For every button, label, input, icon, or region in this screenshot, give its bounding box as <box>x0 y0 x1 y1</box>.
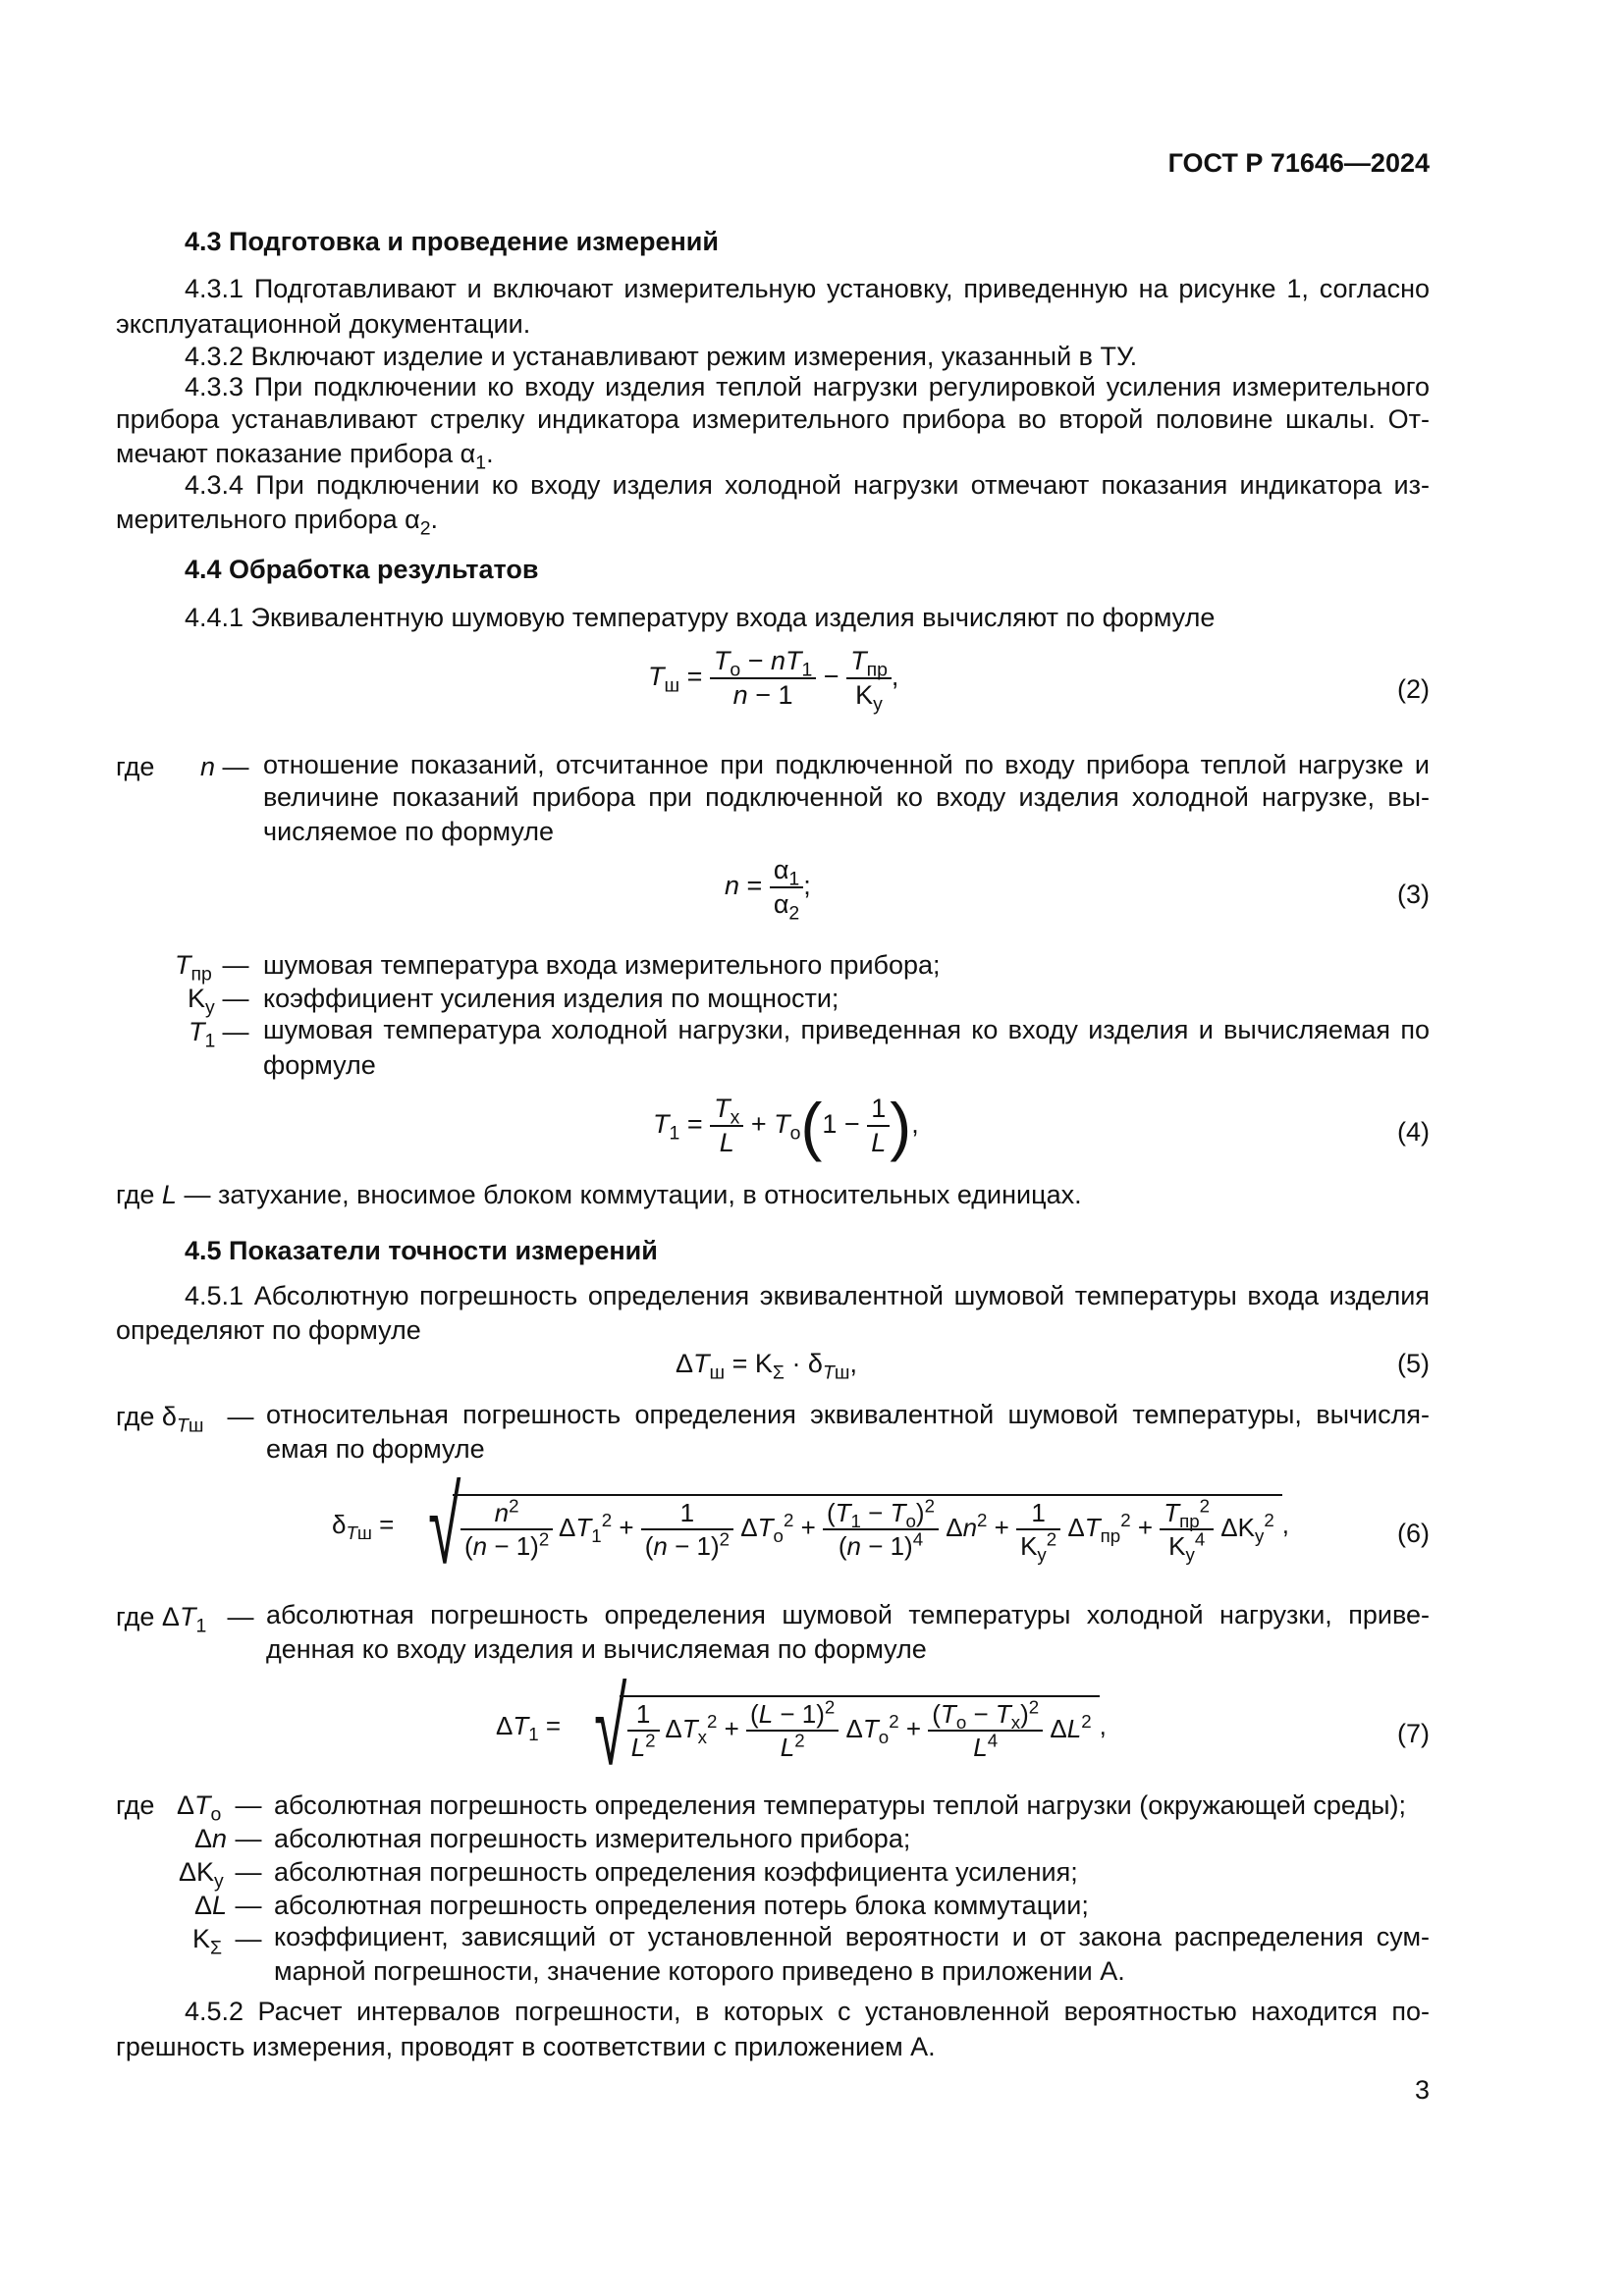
heading-4-3: 4.3 Подготовка и проведение измерений <box>185 227 719 256</box>
where-label-2: где <box>116 1790 155 1820</box>
p-4-5-2-line1: 4.5.2 Расчет интервалов погрешности, в которых с установленной вероятностью находится по- <box>185 1997 1430 2026</box>
dash: — <box>227 1402 254 1431</box>
p-4-5-1-line1: 4.5.1 Абсолютную погрешность определения эквивалентной шумовой температуры входа изделия <box>185 1281 1430 1310</box>
formula-6: $\delta_{Tш}$ = √ $\frac{n^2}{(n - 1)^2}$ $\Delta T_1^2$ + $\frac{1}{(n - 1)^2}$ $\Delta T_о^2$ + $\frac{(T_1 - T_о)^2}{(n - 1)^4}$ $\Delta n^2$ + $\frac{1}{K_у^2}$ $\Delta T_{пр}^2$ + $\frac{T_{пр}^2}{K_у^4}$ $\Delta K_у^2$ , <box>332 1466 1290 1586</box>
n-def-line2: величине показаний прибора при подключенной ко входу изделия холодной нагрузке, вы- <box>263 782 1430 812</box>
dt1-def-line2: денная ко входу изделия и вычисляемая по формуле <box>266 1634 927 1664</box>
ky-def: коэффициент усиления изделия по мощности; <box>263 984 839 1013</box>
dash: — <box>222 1017 249 1046</box>
dt1-def-line1: абсолютная погрешность определения шумовой температуры холодной нагрузки, приве- <box>266 1600 1430 1629</box>
heading-4-4: 4.4 Обработка результатов <box>185 555 539 584</box>
p-4-3-2: 4.3.2 Включают изделие и устанавливают режим измерения, указанный в ТУ. <box>185 342 1138 371</box>
heading-4-5: 4.5 Показатели точности измерений <box>185 1236 658 1265</box>
eq-number-3: (3) <box>1397 880 1430 909</box>
tpr-def: шумовая температура входа измерительного прибора; <box>263 950 941 980</box>
symbol-dn: Δn <box>194 1824 228 1853</box>
dky-def: абсолютная погрешность определения коэффициента усиления; <box>274 1857 1078 1887</box>
where-label-1: где <box>116 752 155 781</box>
dto-def: абсолютная погрешность определения температуры теплой нагрузки (окружающей среды); <box>274 1790 1406 1820</box>
formula-4: $T_1$ = $\frac{T_x}{L}$ + $T_о(1$ − $\frac{1}{L}$ ), <box>653 1090 919 1162</box>
formula-3: n = $\frac{\alpha_1}{\alpha_2}$ ; <box>725 855 811 925</box>
ksum-def-line2: марной погрешности, значение которого приведено в приложении А. <box>274 1956 1125 1986</box>
eq-number-7: (7) <box>1397 1719 1430 1748</box>
symbol-ky: $K_у$ <box>188 984 215 1019</box>
p-4-3-4-line1: 4.3.4 При подключении ко входу изделия холодной нагрузки отмечают показания индикатора из- <box>185 470 1430 500</box>
t1-def-line2: формуле <box>263 1050 376 1080</box>
dash: — <box>235 1824 262 1853</box>
eq-number-4: (4) <box>1397 1117 1430 1147</box>
eq-number-6: (6) <box>1397 1519 1430 1548</box>
formula-2: $T_ш$ = $\frac{T_о - nT_1}{n - 1}$ − $\frac{T_{пр}}{K_у}$ , <box>648 646 899 716</box>
l-def: где L — затухание, вносимое блоком коммутации, в относительных единицах. <box>116 1180 1082 1209</box>
symbol-dky: $\Delta K_у$ <box>179 1857 224 1893</box>
symbol-n: n <box>200 752 216 781</box>
p-4-3-1-line1: 4.3.1 Подготавливают и включают измерительную установку, приведенную на рисунке 1, согласно <box>185 274 1430 303</box>
dash: — <box>222 752 249 781</box>
standard-id: ГОСТ Р 71646—2024 <box>1167 148 1430 178</box>
dl-def: абсолютная погрешность определения потерь блока коммутации; <box>274 1891 1089 1920</box>
p-4-4-1: 4.4.1 Эквивалентную шумовую температуру входа изделия вычисляют по формуле <box>185 603 1216 632</box>
where-dt1: где $\Delta T_1$ <box>116 1602 207 1637</box>
symbol-tpr: $T_{пр}$ <box>175 950 212 986</box>
p-4-3-1-line2: эксплуатационной документации. <box>116 309 531 339</box>
dash: — <box>235 1924 262 1953</box>
t1-def-line1: шумовая температура холодной нагрузки, приведенная ко входу изделия и вычисляемая по <box>263 1015 1430 1044</box>
p-4-3-3-line1: 4.3.3 При подключении ко входу изделия теплой нагрузки регулировкой усиления измерительного <box>185 372 1430 401</box>
p-4-3-4-line2: мерительного прибора $\alpha_2$. <box>116 505 439 540</box>
symbol-ksum: $K_\Sigma$ <box>192 1924 223 1959</box>
p-4-5-1-line2: определяют по формуле <box>116 1315 421 1345</box>
eq-number-2: (2) <box>1397 674 1430 704</box>
formula-7: $\Delta T_1$ = √ $\frac{1}{L^2}$ $\Delta T_x^2$ + $\frac{(L - 1)^2}{L^2}$ $\Delta T_о^2$ + $\frac{(T_о - T_x)^2}{L^4}$ $\Delta L^2$ , <box>496 1667 1107 1788</box>
dash: — <box>235 1891 262 1920</box>
delta-t-def-line2: емая по формуле <box>266 1434 485 1464</box>
where-delta-t: где $\delta_{Tш}$ <box>116 1402 204 1437</box>
p-4-3-3-line3: мечают показание прибора $\alpha_1$. <box>116 439 494 474</box>
dash: — <box>227 1602 254 1631</box>
page-number: 3 <box>1414 2075 1430 2105</box>
symbol-t1: $T_1$ <box>189 1017 216 1052</box>
formula-5: $\Delta T_ш = K_\Sigma \cdot \delta_{Tш}$, <box>676 1349 857 1384</box>
dash: — <box>222 984 249 1013</box>
dash: — <box>235 1857 262 1887</box>
n-def-line1: отношение показаний, отсчитанное при подключенной по входу прибора теплой нагрузке и <box>263 750 1430 779</box>
symbol-dl: ΔL <box>194 1891 228 1920</box>
dash: — <box>222 950 249 980</box>
eq-number-5: (5) <box>1397 1349 1430 1378</box>
symbol-dto: $\Delta T_о$ <box>177 1790 222 1826</box>
dash: — <box>235 1790 262 1820</box>
p-4-3-3-line2: прибора устанавливают стрелку индикатора измерительного прибора во второй половине шкалы. От- <box>116 404 1430 434</box>
dn-def: абсолютная погрешность измерительного прибора; <box>274 1824 911 1853</box>
p-4-5-2-line2: грешность измерения, проводят в соответствии с приложением А. <box>116 2032 936 2061</box>
n-def-line3: числяемое по формуле <box>263 817 555 846</box>
delta-t-def-line1: относительная погрешность определения эквивалентной шумовой температуры, вычисля- <box>266 1400 1430 1429</box>
ksum-def-line1: коэффициент, зависящий от установленной вероятности и от закона распределения сум- <box>274 1922 1430 1951</box>
